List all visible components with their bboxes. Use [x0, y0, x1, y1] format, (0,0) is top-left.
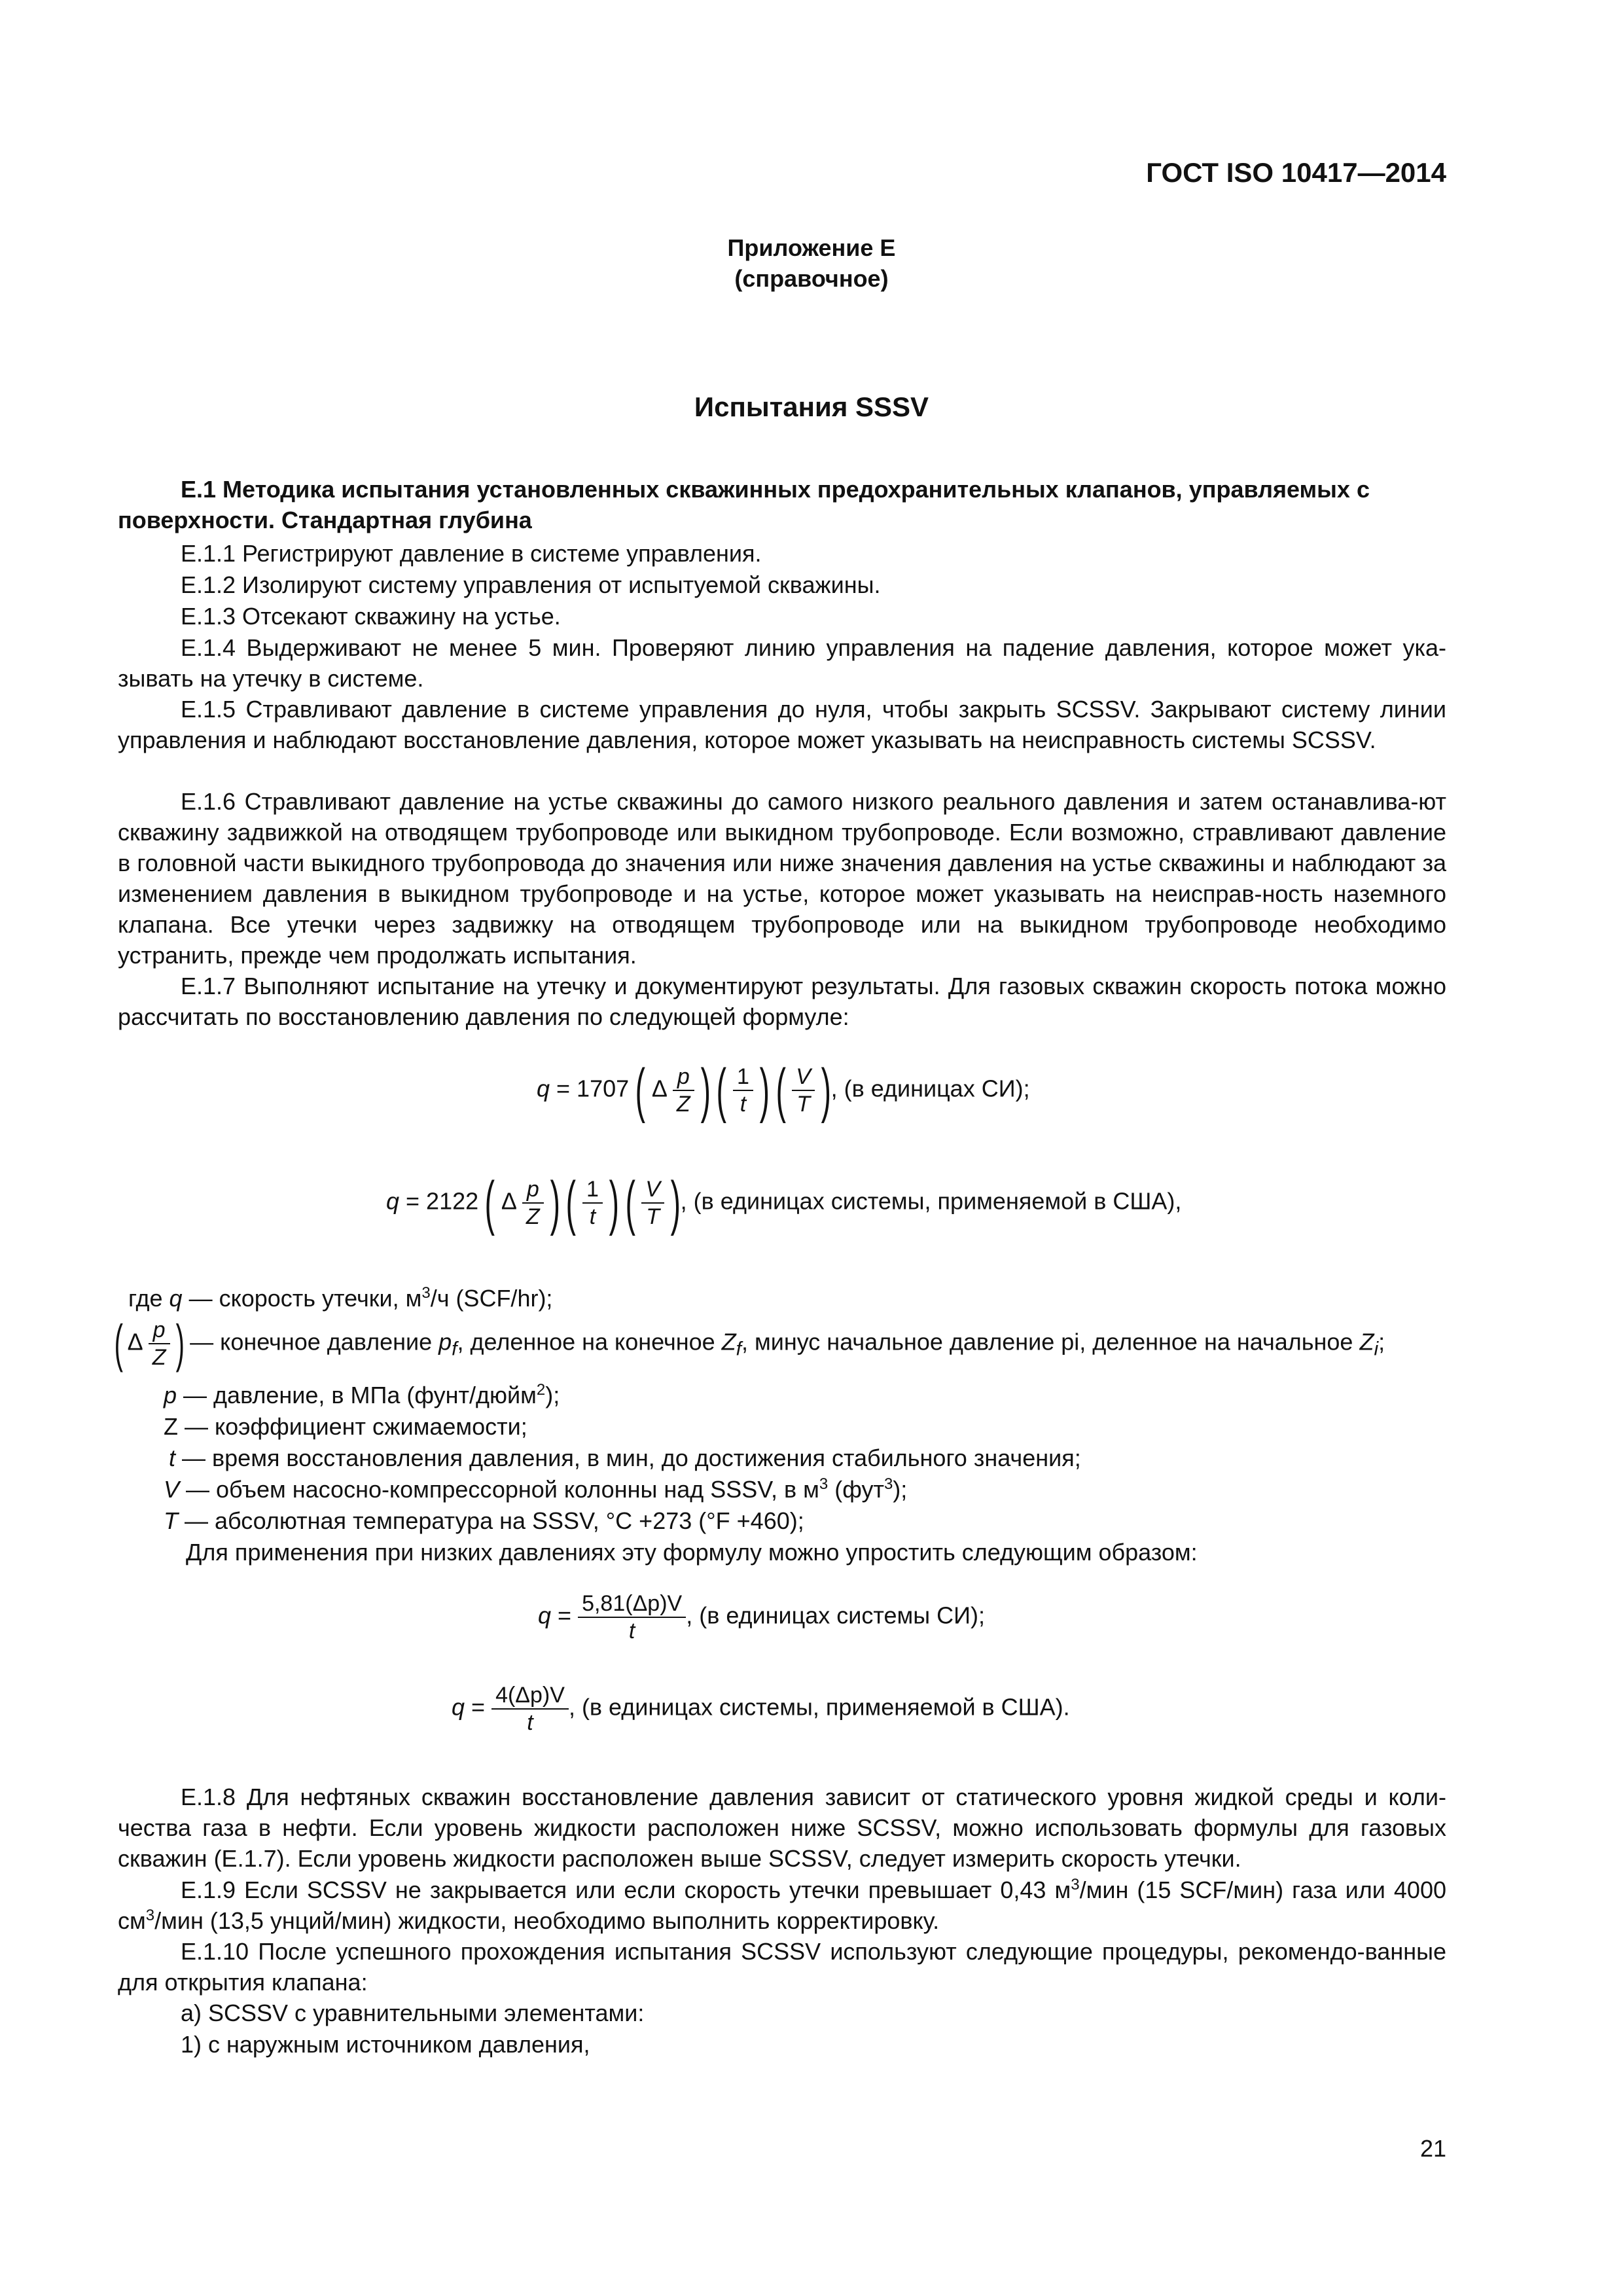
frac-den: t	[740, 1092, 747, 1117]
superscript: 2	[536, 1381, 546, 1399]
clause-e119-part: /мин (15 SCF/мин) газа или 4000 см	[118, 1876, 1446, 1934]
clause-e1110: Е.1.10 После успешного прохождения испытания SCSSV используют следующие процедуры, рекомендо-ванные для открытия клапана:	[118, 1938, 1446, 1996]
symbol-q: q	[169, 1285, 183, 1312]
paren-close: )	[821, 1057, 831, 1124]
symbol-T: T	[164, 1507, 178, 1534]
where-dpz-text: , минус начальное давление pi, деленное на начальное	[741, 1328, 1360, 1355]
formula-4-suffix: , (в единицах системы, применяемой в США).	[568, 1693, 1070, 1721]
where-q-text: — скорость утечки, м	[182, 1285, 422, 1312]
frac-num: 1	[733, 1064, 753, 1091]
frac-num: 1	[582, 1176, 603, 1204]
annex-heading	[118, 232, 1505, 294]
where-t	[169, 1443, 1081, 1473]
paren-open: (	[625, 1170, 635, 1236]
paren-close: )	[550, 1170, 560, 1236]
paren-open: (	[484, 1170, 495, 1236]
frac-den: Z	[526, 1204, 540, 1229]
formula-4	[452, 1682, 1070, 1736]
where-p-text: — давление, в МПа (фунт/дюйм	[177, 1382, 537, 1408]
frac-num: V	[796, 1064, 811, 1089]
symbol-v: V	[164, 1476, 180, 1503]
paren-close: )	[175, 1314, 185, 1372]
formula-2-coef: = 2122	[399, 1187, 479, 1215]
clause-e119-part: /мин (13,5 унций/мин) жидкости, необходимо выполнить корректировку.	[154, 1907, 940, 1934]
where-v-end: );	[893, 1476, 908, 1503]
where-T	[164, 1505, 804, 1536]
subscript-f: f	[452, 1338, 457, 1360]
where-dpz-text: — конечное давление	[183, 1328, 439, 1355]
where-z: Z — коэффициент сжимаемости;	[164, 1413, 527, 1440]
formula-3-q: q	[538, 1602, 552, 1629]
where-p	[164, 1380, 560, 1410]
symbol-z: Z	[721, 1328, 736, 1355]
paren-open: (	[635, 1057, 646, 1124]
frac-den: t	[527, 1710, 533, 1735]
formula-1-coef: = 1707	[550, 1075, 630, 1102]
frac-num: 4(Δp)V	[491, 1682, 569, 1710]
where-q-end: /ч (SCF/hr);	[430, 1285, 553, 1312]
formula-4-eq: =	[465, 1693, 486, 1721]
frac-num: p	[152, 1318, 166, 1342]
superscript: 3	[421, 1284, 431, 1302]
frac-den: Z	[152, 1345, 166, 1370]
paren-open: (	[776, 1057, 786, 1124]
superscript: 3	[145, 1907, 155, 1924]
formula-3-eq: =	[551, 1602, 572, 1629]
page-number: 21	[1419, 2135, 1446, 2162]
standard-designation: ГОСТ ISO 10417—2014	[1146, 157, 1446, 188]
formula-3	[538, 1590, 985, 1644]
fraction-1-t	[733, 1064, 753, 1117]
delta-symbol: Δ	[501, 1187, 516, 1215]
superscript: 3	[1071, 1876, 1080, 1893]
fraction-v-t	[641, 1176, 664, 1230]
list-item-a: а) SCSSV с уравнительными элементами:	[181, 2000, 645, 2026]
formula-2-q: q	[386, 1187, 400, 1215]
formula-1-q: q	[537, 1075, 550, 1102]
formula-2	[386, 1170, 1182, 1236]
fraction-p-z	[673, 1064, 694, 1117]
formula-1	[537, 1057, 1030, 1124]
fraction-p-z	[149, 1317, 170, 1371]
where-T-text: — абсолютная температура на SSSV, °С +273 (°F +460);	[178, 1507, 804, 1534]
paren-open: (	[566, 1170, 577, 1236]
where-q	[128, 1283, 552, 1314]
subscript-f: f	[736, 1338, 741, 1360]
frac-den: Z	[676, 1092, 690, 1117]
delta-symbol: Δ	[127, 1328, 142, 1355]
delta-symbol: Δ	[651, 1075, 666, 1102]
list-item-1: 1) с наружным источником давления,	[181, 2031, 590, 2058]
e1-heading: Е.1 Методика испытания установленных скважинных предохранительных клапанов, управляемых с поверхности. Стандартная глубина	[118, 476, 1370, 533]
where-p-end: );	[545, 1382, 560, 1408]
where-dpz-end: ;	[1378, 1328, 1385, 1355]
formula-2-suffix: , (в единицах системы, применяемой в США),	[680, 1187, 1182, 1215]
frac-den: t	[589, 1204, 596, 1229]
subscript-i: i	[1374, 1338, 1379, 1360]
paren-close: )	[700, 1057, 711, 1124]
clause-e115: Е.1.5 Стравливают давление в системе управления до нуля, чтобы закрыть SCSSV. Закрывают систему линии управления и наблюдают восстановление давления, которое может указывать на неисправность системы SCSSV.	[118, 696, 1446, 753]
frac-den: T	[646, 1204, 660, 1229]
clause-e112: Е.1.2 Изолируют систему управления от испытуемой скважины.	[181, 571, 881, 598]
where-delta-p-z	[114, 1314, 1385, 1372]
clause-e118: Е.1.8 Для нефтяных скважин восстановление давления зависит от статического уровня жидкой среды и коли-чества газа в нефти. Если уровень жидкости расположен ниже SCSSV, можно использовать формулы для газовых скважин (Е.1.7). Если уровень жидкости расположен выше SCSSV, следует измерить скорость утечки.	[118, 1784, 1446, 1872]
clause-e111: Е.1.1 Регистрируют давление в системе управления.	[181, 540, 762, 567]
where-v-text: — объем насосно-компрессорной колонны над SSSV, в м	[179, 1476, 819, 1503]
paren-close: )	[670, 1170, 681, 1236]
where-v-mid: (фут	[828, 1476, 884, 1503]
superscript: 3	[819, 1475, 829, 1493]
annex-title: Приложение Е	[727, 234, 896, 261]
frac-num: V	[645, 1177, 660, 1202]
formula-3-suffix: , (в единицах системы СИ);	[686, 1602, 986, 1629]
symbol-p: p	[164, 1382, 177, 1408]
where-prefix: где	[128, 1285, 169, 1312]
paren-open: (	[717, 1057, 727, 1124]
paren-open: (	[114, 1314, 123, 1372]
fraction-p-z	[522, 1176, 544, 1230]
formula-1-suffix: , (в единицах СИ);	[830, 1075, 1030, 1102]
fraction-v-t	[792, 1064, 815, 1117]
clause-e117: Е.1.7 Выполняют испытание на утечку и документируют результаты. Для газовых скважин скорость потока можно рассчитать по восстановлению давления по следующей формуле:	[118, 973, 1446, 1030]
annex-subtitle: (справочное)	[734, 265, 889, 292]
where-dpz-text: , деленное на конечное	[457, 1328, 722, 1355]
clause-e113: Е.1.3 Отсекают скважину на устье.	[181, 603, 561, 630]
clause-e114: Е.1.4 Выдерживают не менее 5 мин. Проверяют линию управления на падение давления, которое может ука-зывать на утечку в системе.	[118, 634, 1446, 692]
frac-num: p	[526, 1177, 539, 1202]
where-v	[164, 1474, 907, 1505]
paren-close: )	[759, 1057, 770, 1124]
symbol-z: Z	[1359, 1328, 1374, 1355]
section-title: Испытания SSSV	[694, 391, 929, 422]
formula-4-q: q	[452, 1693, 465, 1721]
clause-e116: Е.1.6 Стравливают давление на устье скважины до самого низкого реального давления и затем останавлива-ют скважину задвижкой на отводящем трубопроводе или выкидном трубопроводе. Если возможно, стравливают давление в головной части выкидного трубопровода до значения или ниже значения давления на устье скважины и наблюдают за изменением давления в выкидном трубопроводе и на устье, которое может указывать на неисправ-ность наземного клапана. Все утечки через задвижку на отводящем трубопроводе или на выкидном трубопроводе необходимо устранить, прежде чем продолжать испытания.	[118, 788, 1446, 969]
clause-e119	[118, 1874, 1446, 1936]
frac-den: T	[796, 1092, 810, 1117]
frac-den: t	[628, 1619, 635, 1643]
frac-num: 5,81(Δp)V	[578, 1590, 686, 1618]
simplify-note: Для применения при низких давлениях эту формулу можно упростить следующим образом:	[186, 1539, 1198, 1566]
where-t-text: — время восстановления давления, в мин, до достижения стабильного значения;	[175, 1444, 1081, 1471]
fraction-simplified	[491, 1682, 569, 1736]
paren-close: )	[609, 1170, 619, 1236]
frac-num: p	[677, 1064, 690, 1089]
symbol-p: p	[438, 1328, 452, 1355]
symbol-t: t	[169, 1444, 176, 1471]
fraction-simplified	[578, 1590, 686, 1644]
fraction-1-t	[582, 1176, 603, 1230]
clause-e119-part: Е.1.9 Если SCSSV не закрывается или если скорость утечки превышает 0,43 м	[181, 1876, 1071, 1903]
superscript: 3	[883, 1475, 893, 1493]
